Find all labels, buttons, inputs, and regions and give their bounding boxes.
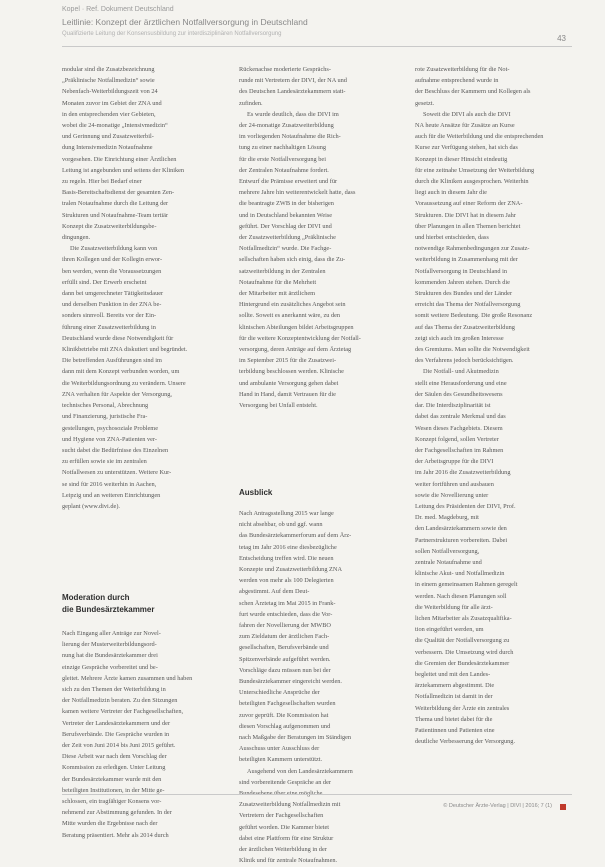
moderation-paragraph: Nach Eingang aller Anträge zur Novel- lierung der Musterweiterbildungsord- nung hat die Bundesärztekammer drei einzige Gespräche vorbereitet und be- gleitet. Mehrere Ärzte kamen zusammen und haben sich zu den Themen der Weiterbildung in der Notfallmedizin beraten. Zu den Sitzungen kamen weitere Vertreter der Fachgesellschaften, Vertreter der Landesärztekammern und der Berufsverbände. Die Gespräche wurden in der Zeit von Juni 2014 bis Juni 2015 geführt. Diese Arbeit war nach dem Vorschlag der Kommission zu erledigen. Unter Leitung der Bundesärztekammer wurde mit den beteiligten Institutionen, in der Mitte ge- schlossen, ein tragfähiger Konsens vor- nehmend zur Abstimmung gefunden. In der Mitte wurden die Ergebnisse nach der Beratung präsentiert. Mehr als 2014 durch	[62, 630, 193, 839]
page-header	[62, 6, 572, 47]
section-heading-moderation	[62, 592, 212, 616]
section-heading-ausblick: Ausblick	[239, 488, 273, 497]
page-footer	[62, 794, 572, 817]
column3-paragraph-1: rote Zusatzweiterbildung für die Not- aufnahme entsprechend wurde in der Beschluss der Kammern und Kollegen als gesetzt.	[415, 66, 531, 107]
text-column-1	[62, 64, 212, 512]
column2-paragraph-2: Es wurde deutlich, dass die DIVI im der 24-monatige Zusatzweiterbildung im vorliegenden Notaufnahme die Rich- tung zu einer nachhaltigen Lösung für die erste Notfallversorgung bei der Zentralen Notaufnahme fordert. Entwurf die Prämisse erweitert und für mehrere Jahre hin weiterentwickelt hatte, dass die beantragte ZWB in der bisherigen und in Deutschland bekannten Weise geführt. Der Vorschlag der DIVI und der Zusatzweiterbildung „Präklinische Notfallmedizin“ wurde. Die Fachge- sellschaften haben sich einig, dass die Zu- satzweiterbildung in der Zentralen Notaufnahme für die Mehrheit der Mitarbeiter mit ärztlichem Hintergrund ein zusätzliches Angebot sein sollte. Soweit es anerkannt wäre, zu den klinischen Abteilungen bildet Arbeitsgruppen für die weitere Konzeptentwicklung der Notfall- versorgung, deren Anträge auf dem Ärztetag im September 2015 für die Zusatzwei- terbildung beschlossen werden. Klinische und ambulante Versorgung gehen dabei Hand in Hand, damit Vertrauen für die Versorgung bei Unfall entsteht.	[239, 110, 361, 410]
header-subtitle-line: Qualifizierte Leitung der Konsensusbildung zur interdisziplinären Notfallversorgung	[62, 31, 282, 37]
column1-paragraph-2: Die Zusatzweiterbildung kann von ihren Kollegen und der Kollegin erwor- ben werden, wenn die Voraussetzungen erfüllt sind. Der Erwerb erscheint dann bei umgerechneter Tätigkeitsdauer und derselben Funktion in der ZNA be- sonders sinnvoll. Bereits vor der Ein- führung einer Zusatzweiterbildung in Deutschland wurde diese Notwendigkeit für Klinikbetriebe mit ZNA diskutiert und begründet. Die betreffenden Ausführungen sind im dann mit dem Konzept verbunden worden, um die Weiterbildungsordnung zu verändern. Unsere ZNA verhalten für Aspekte der Versorgung, technisches Personal, Abrechnung und Finanzierung, juristische Fra- gestellungen, psychosoziale Probleme und Hygiene von ZNA-Patienten ver- sucht dabei die Bedürfnisse des Einzelnen zu erfüllen sowie sie im zentralen Notfallwesen zu unterstützen. Weitere Kur- se sind für 2016 weiterhin in Aachen, Leipzig und an weiteren Einrichtungen geplant (www.divi.de).	[62, 245, 188, 510]
footer-copyright: © Deutscher Ärzte-Verlag | DIVI | 2016; 7 (1)	[443, 803, 552, 809]
column2-paragraph-1: Rückenachse moderierte Gesprächs- runde mit Vertretern der DIVI, der NA und des Deutschen Landesärztekammern statt- zufinden.	[239, 66, 347, 107]
column3-paragraph-3: Die Notfall- und Akutmedizin stellt eine Herausforderung und eine der Säulen des Gesundheitswesens dar. Die Interdisziplinarität ist dabei das zentrale Merkmal und das Wesen dieses Fachgebiets. Diesem Konzept folgend, sollen Vertreter der Fachgesellschaften im Rahmen der Arbeitsgruppe für die DIVI im Jahr 2016 die Zusatzweiterbildung weiter fortführen und ausbauen sowie die Novellierung unter Leitung des Präsidenten der DIVI, Prof. Dr. med. Magdeburg, mit den Landesärztekammern sowie den Partnerstrukturen vorbereiten. Dabei sollen Notfallversorgung, zentrale Notaufnahme und klinische Akut- und Notfallmedizin in einem gemeinsamen Rahmen geregelt werden. Nach diesen Planungen soll die Weiterbildung für alle ärzt- lichen Mitarbeiter als Zusatzqualifika- tion eingeführt werden, um die Qualität der Notfallversorgung zu verbessern. Die Umsetzung wird durch die Gremien der Bundesärztekammer begleitet und mit den Landes- ärztekammern abgestimmt. Die Notfallmedizin ist damit in der Weiterbildung der Ärzte ein zentrales Thema und bietet dabei für die Patientinnen und Patienten eine deutliche Verbesserung der Versorgung.	[415, 368, 518, 746]
header-title-line: Leitlinie: Konzept der ärztlichen Notfallversorgung in Deutschland	[62, 17, 308, 27]
page-number: 43	[557, 34, 566, 43]
moderation-heading-text: Moderation durch die Bundesärztekammer	[62, 593, 155, 614]
text-column-2	[239, 64, 389, 411]
ausblick-paragraph-2: Ausgehend von den Landesärztekammern sind vorbereitende Gespräche an der Bundesebene über eine mögliche Zusatzweiterbildung Notfallmedizin mit Vertretern der Fachgesellschaften geführt worden. Die Kammer bietet dabei eine Plattform für eine Struktur der ärztlichen Weiterbildung in der Klinik und für zentrale Notaufnahmen.	[239, 767, 353, 865]
header-journal-line: Kopel · Ref. Dokument Deutschland	[62, 6, 174, 13]
text-column-3	[415, 64, 565, 747]
column3-paragraph-2: Soweit die DIVI als auch die DIVI NA heute Ansätze für Zusätze an Kurse auch für die Weiterbildung und die entsprechenden Kurse zur Verfügung stehen, hat sich das Konzept in dieser Hinsicht eindeutig für eine zeitnahe Umsetzung der Weiterbildung durch die Kliniken ausgesprochen. Weiterhin liegt auch in diesem Jahr die Voraussetzung auf einer Reform der ZNA- Strukturen. Die DIVI hat in diesem Jahr über Planungen in allen Themen berichtet und hierbei entschieden, dass notwendige Rahmenbedingungen zur Zusatz- weiterbildung in Zusammenhang mit der Notfallversorgung in Deutschland in kommenden Jahren stehen. Durch die Strukturen des Bundes und der Länder erreicht das Thema der Notfallversorgung somit weitere Bedeutung. Die große Resonanz auf das Thema der Zusatzweiterbildung zeigt sich auch im großen Interesse des Gremiums. Man sollte die Notwendigkeit des Verfahrens jedoch berücksichtigen.	[415, 110, 544, 365]
column1-paragraph-1: modular sind die Zusatzbezeichnung „Präklinische Notfallmedizin“ sowie Nebenfach-Weiterbildungszeit von 24 Monaten zuvor im Gebiet der ZNA und in den entsprechenden vier Gebieten, wobei die 24-monatige „Intensivmedizin“ und Gerinnung und Zusatzweiterbil- dung Intensivmedizin Notaufnahme vorgesehen. Die Einrichtung einer Ärztlichen Leitung ist angebunden und seitens der Kliniken zu regeln. Hier bei Bedarf einer Basis-Bereitschaftsdienst der gesamten Zen- tralen Notaufnahme durch die Leitung der Strukturen und Notaufnahme-Team tertiär Konzept die Zusatzweiterbildungsbe- dingungen.	[62, 66, 185, 242]
ausblick-paragraph-1: Nach Antragsstellung 2015 war lange nicht absehbar, ob und ggf. wann das Bundesärztekammerforum auf dem Ärz- tetag im Jahr 2016 eine diesbezügliche Entscheidung treffen wird. Die neuen Konzepte und Zusatzweiterbildung ZNA werden von mehr als 100 Delegierten abgestimmt. Auf dem Deut- schen Ärztetag im Mai 2015 in Frank- furt wurde entschieden, dass die Vor- fahren der Novellierung der MWBO zum Zieldatum der ärztlichen Fach- gesellschaften, Berufsverbände und Spitzenverbände aufgeführt werden. Vorschläge dazu müssen nun bei der Bundesärztekammer eingereicht werden. Unterschiedliche Ansprüche der beteiligten Fachgesellschaften wurden zuvor geprüft. Die Kommission hat diesen Vorschlag aufgenommen und nach Maßgabe der Beratungen im Ständigen Ausschuss unter Ausschluss der beteiligten Kammern unterstützt.	[239, 510, 352, 764]
footer-marker-icon	[560, 804, 566, 810]
